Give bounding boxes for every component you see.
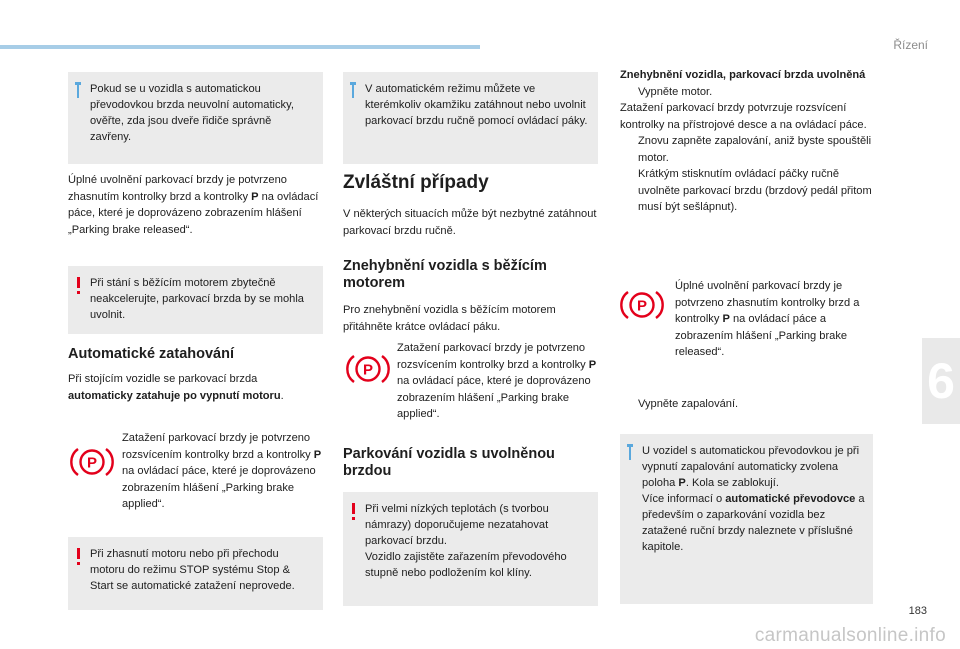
info-icon <box>629 444 634 460</box>
step-1-note: Zatažení parkovací brzdy potvrzuje rozsvícení kontrolky na přístrojové desce a na ovládací páce. <box>620 102 867 131</box>
paragraph-special-cases: V některých situacích může být nezbytné zatáhnout parkovací brzdu ručně. <box>343 208 597 237</box>
step-1: Vypněte motor. <box>620 84 873 101</box>
info-box-auto-release: Pokud se u vozidla s automatickou převodovkou brzda neuvolní automaticky, ověřte, zda jsou dveře řidiče správně zavřeny. <box>68 72 323 164</box>
svg-text:P: P <box>636 297 648 315</box>
indicator-block-applied: P Zatažení parkovací brzdy je potvrzeno rozsvícením kontrolky brzd a kontrolky P na ovládací páce, které je doprovázeno zobrazením hlášení „Parking brake applied“. <box>70 428 323 512</box>
page-number: 183 <box>908 605 927 617</box>
info-icon <box>77 82 82 98</box>
header-bar <box>0 45 480 49</box>
svg-text:P: P <box>362 361 374 379</box>
info-icon <box>352 82 357 98</box>
warning-icon <box>77 277 80 288</box>
svg-text:P: P <box>86 454 98 472</box>
warning-box-low-temperature: Při velmi nízkých teplotách (s tvorbou námrazy) doporučujeme nezatahovat parkovací brzdu. Vozidlo zajistěte zařazením převodového stupně nebo podložením kol klíny. <box>343 492 598 606</box>
paragraph-automatic-apply: Při stojícím vozidle se parkovací brzda automaticky zatahuje po vypnutí motoru. <box>68 373 284 402</box>
warning-box-idle: Při stání s běžícím motorem zbytečně neakcelerujte, parkovací brzda by se mohla uvolnit. <box>68 266 323 334</box>
indicator-block-applied-2: P Zatažení parkovací brzdy je potvrzeno rozsvícením kontrolky brzd a kontrolky P na ovládací páce, které je doprovázeno zobrazením hlášení „Parking brake applied“. <box>346 338 598 422</box>
section-title: Znehybnění vozidla, parkovací brzda uvolněná <box>620 69 866 81</box>
info-box-manual-override: V automatickém režimu můžete ve kterémkoliv okamžiku zatáhnout nebo uvolnit parkovací brzdu ručně pomocí ovládací páky. <box>343 72 598 164</box>
parking-brake-warning-icon <box>346 350 390 388</box>
warning-box-stop-start: Při zhasnutí motoru nebo při přechodu motoru do režimu STOP systému Stop & Start se automatické zatažení neprovede. <box>68 537 323 610</box>
step-bullet-icon <box>620 166 638 216</box>
step-bullet-icon <box>620 84 638 101</box>
step-2: Znovu zapněte zapalování, aniž byste spouštěli motor. <box>620 133 873 166</box>
parking-brake-warning-icon <box>70 443 114 481</box>
heading-special-cases: Zvláštní případy <box>343 172 489 193</box>
parking-brake-warning-icon <box>620 286 664 324</box>
step-bullet-icon <box>620 133 638 166</box>
warning-icon <box>352 503 355 514</box>
step-4: Vypněte zapalování. <box>620 396 873 413</box>
heading-engine-running: Znehybnění vozidla s běžícím motorem <box>343 258 547 291</box>
chapter-number: 6 <box>927 353 955 409</box>
chapter-tab[interactable] <box>922 338 960 424</box>
heading-parking-released: Parkování vozidla s uvolněnou brzdou <box>343 446 555 479</box>
watermark: carmanualsonline.info <box>754 625 946 646</box>
section-immobilize-released <box>620 67 873 216</box>
indicator-block-released: P Úplné uvolnění parkovací brzdy je potvrzeno zhasnutím kontrolky brzd a kontrolky P na ovládací páce a zobrazením hlášení „Parking brake released“. <box>620 276 873 360</box>
warning-icon <box>77 548 80 559</box>
chapter-title: Řízení <box>893 38 928 52</box>
paragraph-release-confirm: Úplné uvolnění parkovací brzdy je potvrzeno zhasnutím kontrolky brzd a kontrolky P na ovládací páce, které je doprovázeno zobrazením hlášení „Parking brake released“. <box>68 174 319 236</box>
step-3: Krátkým stisknutím ovládací páčky ručně uvolněte parkovací brzdu (brzdový pedál přitom musí být sešlápnut). <box>620 166 873 216</box>
heading-automatic-apply: Automatické zatahování <box>68 346 234 362</box>
step-bullet-icon <box>620 396 638 413</box>
paragraph-engine-running: Pro znehybnění vozidla s běžícím motorem přitáhněte krátce ovládací páku. <box>343 304 556 333</box>
info-box-automatic-gearbox: U vozidel s automatickou převodovkou je při vypnutí zapalování automaticky zvolena poloha P. Kola se zablokují. Více informací o automatické převodovce a především o zaparkování vozidla bez zatažené ruční brzdy naleznete v příslušné kapitole. <box>620 434 873 604</box>
